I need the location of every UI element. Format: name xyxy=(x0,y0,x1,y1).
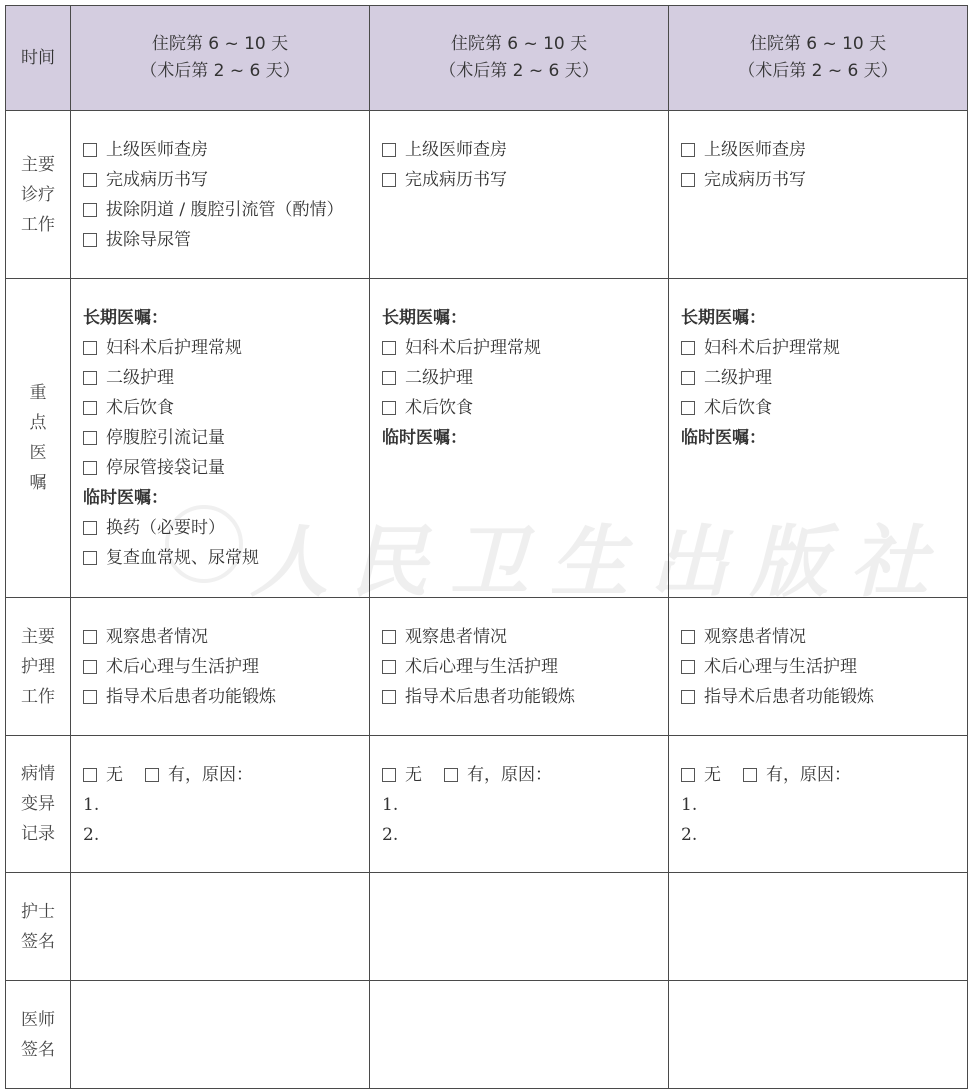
checkbox[interactable] xyxy=(83,401,97,415)
checklist-item[interactable] xyxy=(382,135,658,165)
checklist-item[interactable] xyxy=(83,543,359,573)
day-column-header xyxy=(669,6,968,111)
checkbox[interactable] xyxy=(83,203,97,217)
checkbox[interactable] xyxy=(83,173,97,187)
checkbox[interactable] xyxy=(382,173,396,187)
day-column-header xyxy=(370,6,669,111)
checkbox[interactable] xyxy=(83,431,97,445)
checkbox[interactable] xyxy=(382,371,396,385)
numbered-line: 2. xyxy=(382,825,399,845)
checklist-item-label: 指导术后患者功能锻炼 xyxy=(106,687,276,707)
checklist-item[interactable] xyxy=(681,682,957,712)
cell-key-orders xyxy=(71,279,370,598)
checkbox-yes[interactable] xyxy=(444,768,458,782)
checklist-item-label: 复查血常规、尿常规 xyxy=(106,548,259,568)
checklist-item[interactable] xyxy=(382,165,658,195)
numbered-line: 1. xyxy=(681,795,698,815)
checklist-item[interactable] xyxy=(83,393,359,423)
row-label xyxy=(6,598,71,736)
option-yes-label: 有，原因： xyxy=(467,765,552,785)
checkbox-none[interactable] xyxy=(681,768,695,782)
postop-day-range: （术后第 2 ~ 6 天） xyxy=(140,61,300,81)
checklist-item-label: 二级护理 xyxy=(405,368,473,388)
checkbox[interactable] xyxy=(83,461,97,475)
checklist-item[interactable] xyxy=(83,363,359,393)
row-label-line: 工作 xyxy=(21,686,55,707)
row-label-line: 重 xyxy=(29,383,47,403)
checklist-item-label: 上级医师查房 xyxy=(106,140,208,160)
postop-day-range: （术后第 2 ~ 6 天） xyxy=(439,61,599,81)
checklist-item[interactable] xyxy=(681,363,957,393)
time-header: 时间 xyxy=(6,6,71,111)
row-label-line: 签名 xyxy=(21,931,55,952)
checklist-item[interactable] xyxy=(83,622,359,652)
checklist-item[interactable] xyxy=(83,453,359,483)
checkbox[interactable] xyxy=(382,143,396,157)
checklist-item[interactable] xyxy=(382,363,658,393)
checkbox-none[interactable] xyxy=(382,768,396,782)
cell-variation-record xyxy=(669,736,968,873)
row-label-line: 主要 xyxy=(21,154,55,175)
checkbox[interactable] xyxy=(681,341,695,355)
checklist-item-label: 术后饮食 xyxy=(405,398,473,418)
checkbox[interactable] xyxy=(382,630,396,644)
cell-variation-record xyxy=(71,736,370,873)
checklist-item-label: 上级医师查房 xyxy=(704,140,806,160)
checklist-item[interactable] xyxy=(382,652,658,682)
checklist-item[interactable] xyxy=(83,423,359,453)
checklist-item[interactable] xyxy=(681,652,957,682)
row-label-line: 病情 xyxy=(21,764,55,784)
cell-nurse-signature xyxy=(669,873,968,981)
checkbox[interactable] xyxy=(681,143,695,157)
cell-key-orders xyxy=(669,279,968,598)
cell-nurse-signature xyxy=(370,873,669,981)
row-main-nursing-work xyxy=(6,598,968,736)
checklist-item-label: 完成病历书写 xyxy=(704,170,806,190)
checkbox[interactable] xyxy=(83,690,97,704)
checkbox[interactable] xyxy=(382,401,396,415)
cell-doctor-signature xyxy=(370,981,669,1089)
cell-main-nursing-work xyxy=(669,598,968,736)
row-label-line: 护理 xyxy=(21,656,55,677)
checkbox[interactable] xyxy=(382,341,396,355)
day-column-header xyxy=(71,6,370,111)
checklist-item[interactable] xyxy=(83,165,359,195)
cell-main-nursing-work xyxy=(370,598,669,736)
row-label-line: 点 xyxy=(29,413,47,433)
order-section-heading: 长期医嘱： xyxy=(681,308,766,328)
row-label-line: 工作 xyxy=(21,214,55,235)
checklist-item[interactable] xyxy=(382,393,658,423)
checkbox[interactable] xyxy=(83,660,97,674)
row-label xyxy=(6,111,71,279)
row-label-line: 医师 xyxy=(21,1009,55,1030)
checklist-item-label: 二级护理 xyxy=(704,368,772,388)
checklist-item-label: 停尿管接袋记量 xyxy=(106,458,225,478)
checklist-item[interactable] xyxy=(83,652,359,682)
checkbox[interactable] xyxy=(83,143,97,157)
option-none-label: 无 xyxy=(106,765,123,785)
row-label-line: 医 xyxy=(29,443,47,463)
option-yes-label: 有，原因： xyxy=(766,765,851,785)
day-range: 住院第 6 ~ 10 天 xyxy=(450,34,588,54)
checkbox[interactable] xyxy=(382,660,396,674)
row-label xyxy=(6,279,71,598)
checklist-item-label: 妇科术后护理常规 xyxy=(405,338,541,358)
checklist-item-label: 术后饮食 xyxy=(704,398,772,418)
checklist-item[interactable] xyxy=(681,165,957,195)
checklist-item-label: 换药（必要时） xyxy=(106,518,225,538)
checklist-item[interactable] xyxy=(681,622,957,652)
checkbox[interactable] xyxy=(681,173,695,187)
checkbox[interactable] xyxy=(83,630,97,644)
checklist-item[interactable] xyxy=(681,135,957,165)
checkbox[interactable] xyxy=(681,630,695,644)
checklist-item-label: 停腹腔引流记量 xyxy=(106,428,225,448)
row-label-line: 嘱 xyxy=(29,473,47,493)
row-variation-record xyxy=(6,736,968,873)
checkbox[interactable] xyxy=(83,521,97,535)
checkbox[interactable] xyxy=(83,341,97,355)
cell-main-nursing-work xyxy=(71,598,370,736)
cell-key-orders xyxy=(370,279,669,598)
row-label-line: 主要 xyxy=(21,626,55,647)
checkbox[interactable] xyxy=(681,660,695,674)
numbered-line: 1. xyxy=(83,795,100,815)
row-label xyxy=(6,981,71,1089)
day-range: 住院第 6 ~ 10 天 xyxy=(749,34,887,54)
checklist-item[interactable] xyxy=(681,393,957,423)
checkbox[interactable] xyxy=(681,401,695,415)
checklist-item-label: 完成病历书写 xyxy=(106,170,208,190)
row-key-orders xyxy=(6,279,968,598)
checkbox-none[interactable] xyxy=(83,768,97,782)
cell-main-diagnosis-work xyxy=(370,111,669,279)
cell-doctor-signature xyxy=(71,981,370,1089)
order-section-heading: 长期医嘱： xyxy=(382,308,467,328)
checklist-item-label: 观察患者情况 xyxy=(106,627,208,647)
publisher-watermark: 人民卫生出版社 xyxy=(250,517,951,608)
row-label xyxy=(6,736,71,873)
row-label xyxy=(6,873,71,981)
checklist-item-label: 二级护理 xyxy=(106,368,174,388)
checklist-item-label: 妇科术后护理常规 xyxy=(106,338,242,358)
checkbox[interactable] xyxy=(83,233,97,247)
checklist-item-label: 指导术后患者功能锻炼 xyxy=(405,687,575,707)
checklist-item[interactable] xyxy=(382,333,658,363)
row-label-line: 诊疗 xyxy=(21,184,55,205)
order-section-heading: 临时医嘱： xyxy=(681,428,766,448)
checklist-item-label: 术后心理与生活护理 xyxy=(106,657,259,677)
checklist-item-label: 拔除导尿管 xyxy=(106,230,191,250)
cell-main-diagnosis-work xyxy=(71,111,370,279)
option-yes-label: 有，原因： xyxy=(168,765,253,785)
numbered-line: 1. xyxy=(382,795,399,815)
checklist-item[interactable] xyxy=(83,333,359,363)
checklist-item[interactable] xyxy=(83,225,359,255)
checklist-item-label: 拔除阴道 / 腹腔引流管（酌情） xyxy=(106,200,344,220)
row-nurse-signature xyxy=(6,873,968,981)
option-none-label: 无 xyxy=(405,765,422,785)
variance-options xyxy=(382,760,658,790)
row-doctor-signature xyxy=(6,981,968,1089)
variance-options xyxy=(83,760,359,790)
checkbox[interactable] xyxy=(83,551,97,565)
order-section-heading: 临时医嘱： xyxy=(83,488,168,508)
numbered-line: 2. xyxy=(681,825,698,845)
day-range: 住院第 6 ~ 10 天 xyxy=(151,34,289,54)
order-section-heading: 临时医嘱： xyxy=(382,428,467,448)
checklist-item-label: 完成病历书写 xyxy=(405,170,507,190)
checklist-item-label: 妇科术后护理常规 xyxy=(704,338,840,358)
checkbox-yes[interactable] xyxy=(145,768,159,782)
checklist-item[interactable] xyxy=(83,135,359,165)
checklist-item-label: 术后心理与生活护理 xyxy=(704,657,857,677)
checklist-item-label: 观察患者情况 xyxy=(405,627,507,647)
checklist-item-label: 上级医师查房 xyxy=(405,140,507,160)
option-none-label: 无 xyxy=(704,765,721,785)
clinical-pathway-table xyxy=(5,5,968,1089)
cell-variation-record xyxy=(370,736,669,873)
order-section-heading: 长期医嘱： xyxy=(83,308,168,328)
checkbox[interactable] xyxy=(681,690,695,704)
checklist-item-label: 术后饮食 xyxy=(106,398,174,418)
checklist-item[interactable] xyxy=(83,513,359,543)
checkbox[interactable] xyxy=(681,371,695,385)
row-label-line: 变异 xyxy=(21,794,55,814)
checklist-item[interactable] xyxy=(83,195,359,225)
checklist-item[interactable] xyxy=(382,622,658,652)
row-main-diagnosis-work xyxy=(6,111,968,279)
variance-options xyxy=(681,760,957,790)
postop-day-range: （术后第 2 ~ 6 天） xyxy=(738,61,898,81)
checklist-item-label: 观察患者情况 xyxy=(704,627,806,647)
row-label-line: 护士 xyxy=(21,901,55,922)
checkbox[interactable] xyxy=(83,371,97,385)
checkbox[interactable] xyxy=(382,690,396,704)
checkbox-yes[interactable] xyxy=(743,768,757,782)
cell-nurse-signature xyxy=(71,873,370,981)
checklist-item[interactable] xyxy=(83,682,359,712)
checklist-item-label: 术后心理与生活护理 xyxy=(405,657,558,677)
numbered-line: 2. xyxy=(83,825,100,845)
checklist-item[interactable] xyxy=(382,682,658,712)
row-label-line: 记录 xyxy=(21,824,55,844)
cell-main-diagnosis-work xyxy=(669,111,968,279)
cell-doctor-signature xyxy=(669,981,968,1089)
checklist-item-label: 指导术后患者功能锻炼 xyxy=(704,687,874,707)
header-row xyxy=(6,6,968,111)
row-label-line: 签名 xyxy=(21,1039,55,1060)
checklist-item[interactable] xyxy=(681,333,957,363)
